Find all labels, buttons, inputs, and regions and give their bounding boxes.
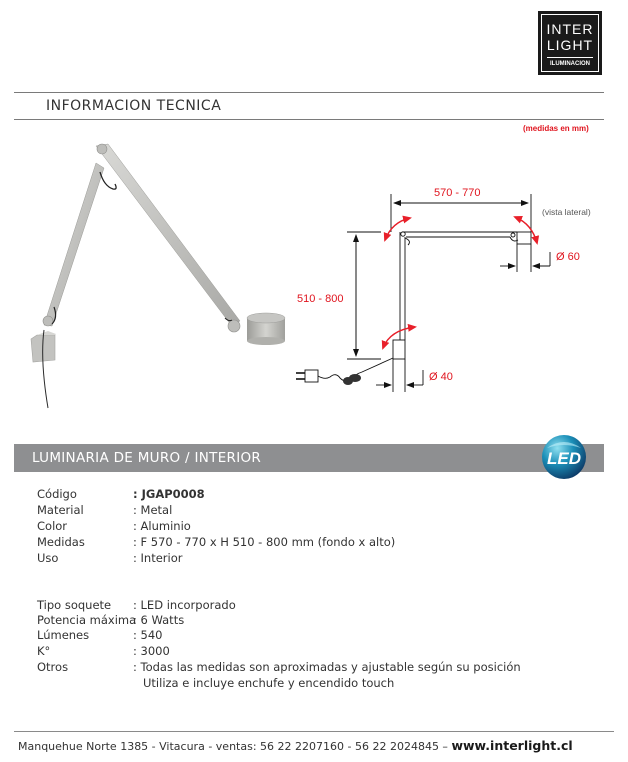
view-label: (vista lateral) [542, 207, 591, 217]
spec-row-tipo-soquete [37, 598, 236, 614]
spec-value: : 6 Watts [133, 613, 185, 627]
spec-value: : F 570 - 770 x H 510 - 800 mm (fondo x alto) [133, 535, 396, 549]
spec-row-codigo [37, 487, 205, 503]
logo-text-light: LIGHT [546, 37, 594, 53]
logo-text-iluminacion: ILUMINACION [550, 61, 590, 67]
spec-otros-continued: Utiliza e incluye enchufe y encendido touch [143, 676, 395, 690]
logo-text-inter: INTER [546, 21, 594, 37]
spec-row-lumenes [37, 628, 162, 644]
logo-frame [541, 14, 599, 72]
units-note: (medidas en mm) [523, 124, 589, 133]
led-badge-icon [541, 434, 587, 480]
spec-value-code: : JGAP0008 [133, 487, 205, 501]
spec-value: : Interior [133, 551, 183, 565]
footer-rule [14, 731, 614, 732]
spec-value: : Todas las medidas son aproximadas y ajustable según su posición [133, 660, 521, 674]
footer-contact [18, 738, 573, 753]
spec-row-medidas [37, 535, 395, 551]
spec-row-kelvin [37, 644, 170, 660]
section-title: INFORMACION TECNICA [46, 98, 222, 114]
header-rule-top [14, 92, 604, 93]
website-link[interactable]: www.interlight.cl [451, 738, 573, 753]
footer-address: Manquehue Norte 1385 - Vitacura - ventas: 56 22 2207160 - 56 22 2024845 – [18, 740, 452, 753]
spec-label: Lúmenes [37, 628, 90, 642]
spec-label: Código [37, 487, 77, 501]
spec-value: : Metal [133, 503, 173, 517]
spec-label: Medidas [37, 535, 85, 549]
spec-row-color [37, 519, 191, 535]
spec-value: : 540 [133, 628, 163, 642]
spec-label: Uso [37, 551, 59, 565]
spec-row-potencia [37, 613, 184, 629]
spec-row-uso [37, 551, 182, 567]
logo-divider [547, 57, 593, 58]
interlight-logo [538, 11, 602, 75]
spec-label: Otros [37, 660, 69, 674]
spec-row-otros [37, 660, 521, 676]
spec-label: Potencia máxima [37, 613, 137, 627]
product-drawing [0, 130, 628, 430]
base-diameter-label: Ø 40 [429, 371, 453, 383]
head-diameter-label: Ø 60 [556, 251, 580, 263]
spec-label: Material [37, 503, 84, 517]
spec-label: Color [37, 519, 68, 533]
spec-value: : LED incorporado [133, 598, 236, 612]
height-range-label: 510 - 800 [297, 293, 344, 305]
spec-label: K° [37, 644, 51, 658]
spec-label: Tipo soquete [37, 598, 112, 612]
header-rule-bottom [14, 119, 604, 120]
spec-row-material [37, 503, 172, 519]
category-title: LUMINARIA DE MURO / INTERIOR [32, 450, 262, 466]
spec-value: : 3000 [133, 644, 170, 658]
lamp-render [31, 144, 285, 408]
depth-range-label: 570 - 770 [434, 187, 481, 199]
led-badge-text: LED [547, 449, 581, 468]
spec-value: : Aluminio [133, 519, 191, 533]
